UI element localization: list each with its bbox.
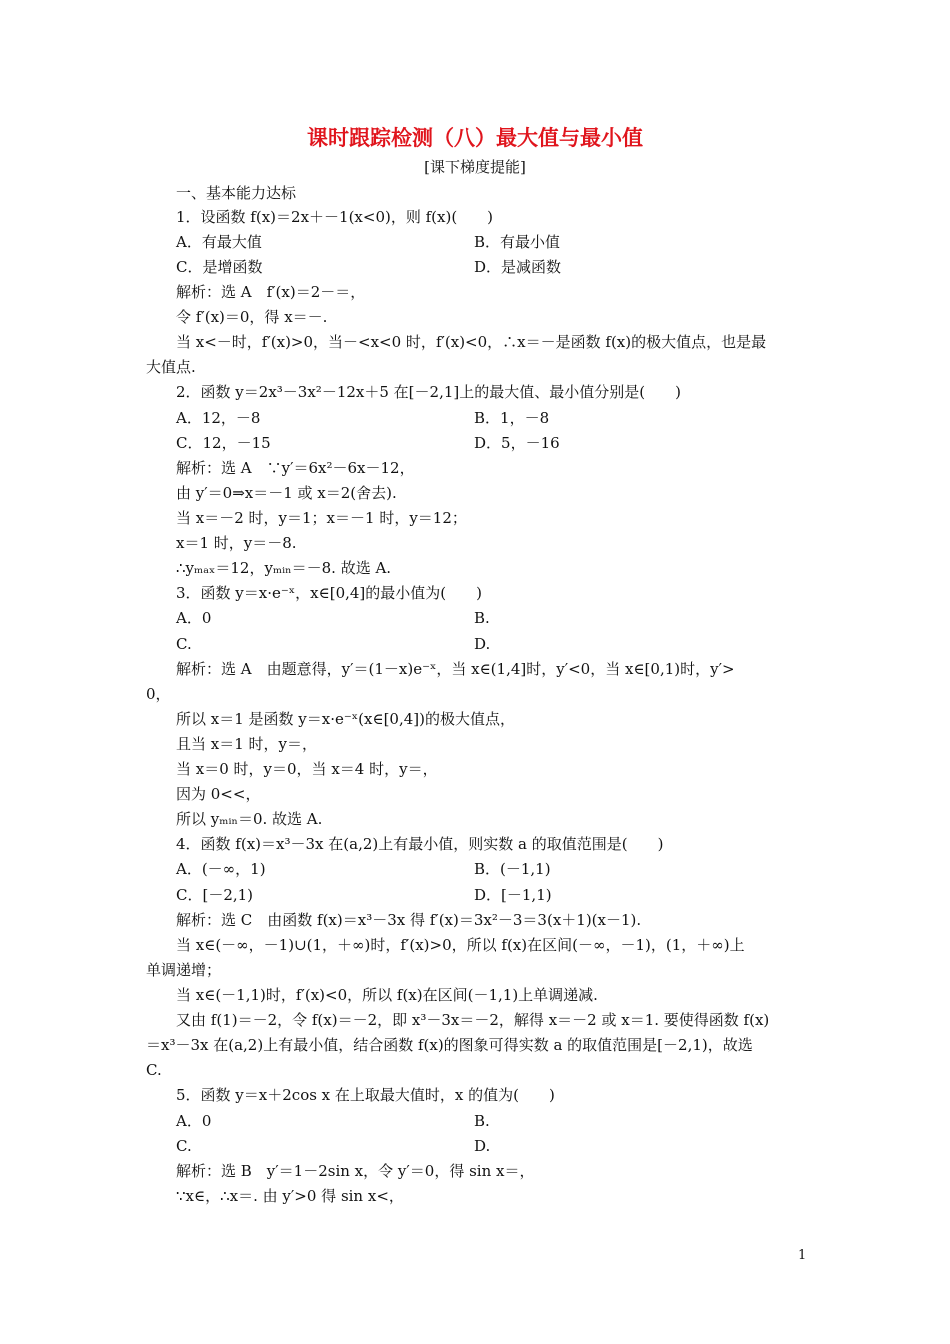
option-2c: C．12，－15 xyxy=(176,434,271,452)
option-3b: B. xyxy=(474,609,490,627)
solution-line: 因为 0<<， xyxy=(176,785,261,803)
option-2a: A．12，－8 xyxy=(176,409,261,427)
page-title: 课时跟踪检测（八）最大值与最小值 xyxy=(307,126,643,150)
option-4b: B．(－1,1) xyxy=(474,860,551,878)
solution-line: 又由 f(1)＝－2，令 f(x)＝－2，即 x³－3x＝－2，解得 x＝－2 或 x＝1. 要使得函数 f(x) xyxy=(176,1011,770,1029)
option-3a: A．0 xyxy=(176,609,212,627)
question-2: 2．函数 y＝2x³－3x²－12x＋5 在[－2,1]上的最大值、最小值分别是( ) xyxy=(176,383,681,401)
question-5: 5．函数 y＝x＋2cos x 在上取最大值时，x 的值为( ) xyxy=(176,1086,555,1104)
option-5b: B. xyxy=(474,1112,490,1130)
solution-line: 0， xyxy=(146,685,171,703)
option-2d: D．5，－16 xyxy=(474,434,560,452)
option-3c: C. xyxy=(176,635,192,653)
question-1: 1．设函数 f(x)＝2x＋－1(x<0)，则 f(x)( ) xyxy=(176,208,494,226)
solution-line: 当 x<－时，f′(x)>0，当－<x<0 时，f′(x)<0，∴x＝－是函数 f(x)的极大值点，也是最 xyxy=(176,333,767,351)
option-4c: C．[－2,1) xyxy=(176,886,254,904)
option-5d: D. xyxy=(474,1137,491,1155)
solution-line: x＝1 时，y＝－8. xyxy=(176,534,297,552)
solution-line: 单调递增； xyxy=(146,961,222,979)
section-heading: 一、基本能力达标 xyxy=(176,184,297,202)
solution-line: 当 x∈(－∞，－1)∪(1，＋∞)时，f′(x)>0，所以 f(x)在区间(－∞，－1)，(1，＋∞)上 xyxy=(176,936,745,954)
option-5c: C. xyxy=(176,1137,192,1155)
page-number: 1 xyxy=(798,1248,807,1263)
solution-line: 解析：选 A f′(x)＝2－＝， xyxy=(176,283,366,301)
solution-line: ＝x³－3x 在(a,2)上有最小值，结合函数 f(x)的图象可得实数 a 的取值范围是[－2,1)，故选 xyxy=(146,1036,753,1054)
option-1b: B．有最小值 xyxy=(474,233,561,251)
solution-line: 大值点. xyxy=(146,358,196,376)
solution-line: 解析：选 A ∵y′＝6x²－6x－12， xyxy=(176,459,415,477)
solution-line: 由 y′＝0⇒x＝－1 或 x＝2(舍去). xyxy=(176,484,397,502)
solution-line: ∴yₘₐₓ＝12，yₘᵢₙ＝－8. 故选 A. xyxy=(176,559,392,577)
solution-line: 当 x＝－2 时，y＝1；x＝－1 时，y＝12； xyxy=(176,509,467,527)
solution-line: ∵x∈，∴x＝. 由 y′>0 得 sin x<， xyxy=(176,1187,404,1205)
option-2b: B．1，－8 xyxy=(474,409,550,427)
question-4: 4．函数 f(x)＝x³－3x 在(a,2)上有最小值，则实数 a 的取值范围是( ) xyxy=(176,835,664,853)
solution-line: 所以 yₘᵢₙ＝0. 故选 A. xyxy=(176,810,323,828)
question-3: 3．函数 y＝x·e⁻ˣ，x∈[0,4]的最小值为( ) xyxy=(176,584,482,602)
option-4a: A．(－∞，1) xyxy=(176,860,266,878)
solution-line: C. xyxy=(146,1061,162,1079)
solution-line: 解析：选 A 由题意得，y′＝(1－x)e⁻ˣ，当 x∈(1,4]时，y′<0，当 x∈[0,1)时，y′> xyxy=(176,660,735,678)
option-3d: D. xyxy=(474,635,491,653)
page-subtitle: [课下梯度提能] xyxy=(424,158,526,176)
solution-line: 解析：选 C 由函数 f(x)＝x³－3x 得 f′(x)＝3x²－3＝3(x＋1)(x－1). xyxy=(176,911,642,929)
solution-line: 且当 x＝1 时，y＝， xyxy=(176,735,318,753)
option-1d: D．是减函数 xyxy=(474,258,562,276)
solution-line: 当 x∈(－1,1)时，f′(x)<0，所以 f(x)在区间(－1,1)上单调递减. xyxy=(176,986,598,1004)
solution-line: 解析：选 B y′＝1－2sin x，令 y′＝0，得 sin x＝， xyxy=(176,1162,535,1180)
solution-line: 令 f′(x)＝0，得 x＝－. xyxy=(176,308,328,326)
option-5a: A．0 xyxy=(176,1112,212,1130)
option-4d: D．[－1,1) xyxy=(474,886,552,904)
option-1c: C．是增函数 xyxy=(176,258,263,276)
solution-line: 所以 x＝1 是函数 y＝x·e⁻ˣ(x∈[0,4])的极大值点， xyxy=(176,710,515,728)
solution-line: 当 x＝0 时，y＝0，当 x＝4 时，y＝， xyxy=(176,760,438,778)
option-1a: A．有最大值 xyxy=(176,233,262,251)
